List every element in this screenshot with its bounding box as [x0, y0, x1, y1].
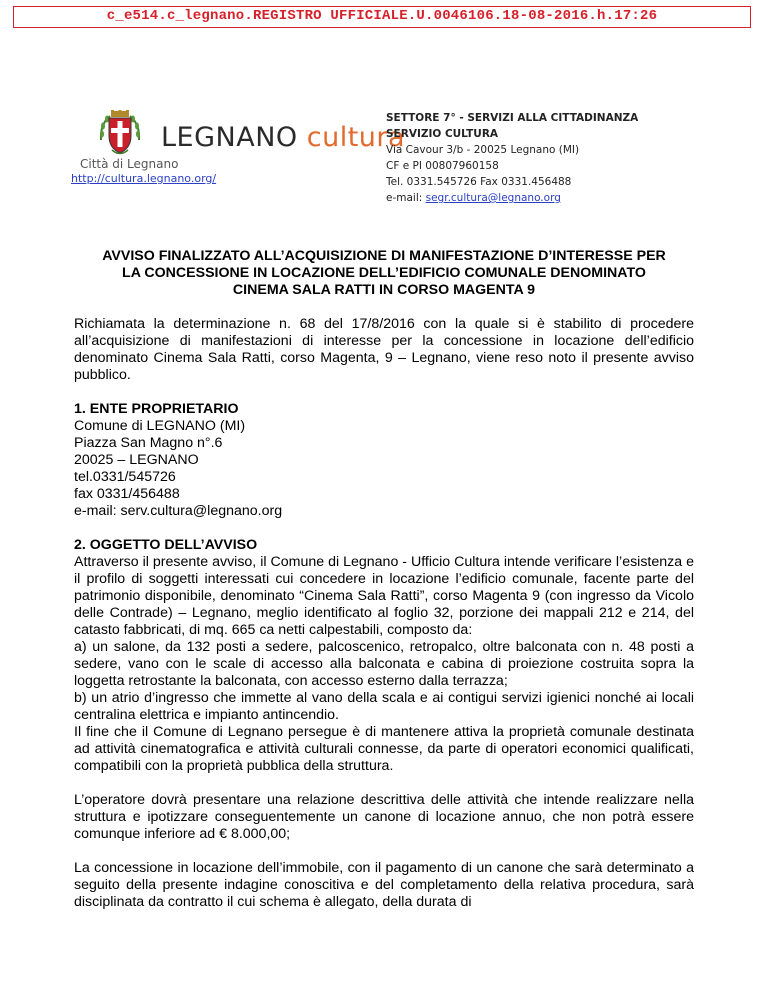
- office-email-link[interactable]: segr.cultura@legnano.org: [425, 192, 561, 204]
- title-line-1: AVVISO FINALIZZATO ALL’ACQUISIZIONE DI MANIFESTAZIONE D’INTERESSE PER: [102, 248, 666, 264]
- office-email-row: [386, 190, 638, 206]
- section-2-heading: 2. OGGETTO DELL’AVVISO: [74, 537, 258, 553]
- section-1-heading: 1. ENTE PROPRIETARIO: [74, 401, 239, 417]
- owner-name: Comune di LEGNANO (MI): [74, 418, 246, 434]
- office-service: SERVIZIO CULTURA: [386, 128, 499, 140]
- section-2-item-a: a) un salone, da 132 posti a sedere, palcoscenico, retropalco, oltre balconata con n. 48 posti a sedere, vano con le scale di accesso alla balconata e cabina di proiezione costruita sopra la loggetta retrostante la balconata, con accesso esterno dalla terrazza;: [74, 639, 694, 689]
- section-2-paragraph-concession: La concessione in locazione dell’immobile, con il pagamento di un canone che sarà determinato a seguito della presente indagine conoscitiva e del completamento della relativa procedura, sarà disciplinata da contratto il cui schema è allegato, della durata di: [74, 860, 694, 910]
- office-address-block: [386, 110, 638, 206]
- section-2-paragraph-operator: L’operatore dovrà presentare una relazione descrittiva delle attività che intende realizzare nella struttura e ipotizzare conseguentemente un canone di locazione annuo, che non potrà essere comunque inferiore ad € 8.000,00;: [74, 792, 694, 842]
- logo-word-cultura: cultura: [306, 122, 406, 153]
- owner-city: 20025 – LEGNANO: [74, 452, 199, 468]
- protocol-stamp: c_e514.c_legnano.REGISTRO UFFICIALE.U.0046106.18-08-2016.h.17:26: [13, 6, 751, 28]
- owner-phone: tel.0331/545726: [74, 469, 176, 485]
- owner-email: e-mail: serv.cultura@legnano.org: [74, 503, 283, 519]
- document-body: [74, 248, 694, 911]
- section-2-paragraph-1: Attraverso il presente avviso, il Comune di Legnano - Ufficio Cultura intende verificare l’esistenza e il profilo di soggetti interessati cui concedere in locazione l’edificio comunale, facente parte del patrimonio disponibile, denominato “Cinema Sala Ratti”, corso Magenta 9 (con ingresso da Vicolo delle Contrade) – Legnano, meglio identificato al foglio 32, porzione dei mappali 212 e 214, del catasto fabbricati, di mq. 665 ca netti calpestabili, composto da:: [74, 554, 694, 638]
- office-tax-code: CF e PI 00807960158: [386, 160, 499, 172]
- owner-fax: fax 0331/456488: [74, 486, 180, 502]
- intro-paragraph: Richiamata la determinazione n. 68 del 17/8/2016 con la quale si è stabilito di procedere all’acquisizione di manifestazioni di interesse per la concessione in locazione dell’edificio denominato Cinema Sala Ratti, corso Magenta, 9 – Legnano, viene reso noto il presente avviso pubblico.: [74, 316, 694, 383]
- city-label: Città di Legnano: [80, 157, 179, 171]
- section-2-paragraph-purpose: Il fine che il Comune di Legnano persegue è di mantenere attiva la proprietà comunale destinata ad attività cinematografica e attività culturali connesse, da parte di operatori economici qualificati, compatibili con la proprietà pubblica della struttura.: [74, 724, 694, 774]
- office-department: SETTORE 7° - SERVIZI ALLA CITTADINANZA: [386, 112, 639, 124]
- title-line-3: CINEMA SALA RATTI IN CORSO MAGENTA 9: [232, 282, 536, 298]
- logo-word-legnano: LEGNANO: [161, 122, 307, 153]
- city-crest-icon: [98, 110, 142, 158]
- owner-street: Piazza San Magno n°.6: [74, 435, 223, 451]
- document-title: [74, 248, 694, 299]
- office-address: Via Cavour 3/b - 20025 Legnano (MI): [386, 144, 580, 156]
- office-email-label: e-mail:: [386, 192, 426, 204]
- title-line-2: LA CONCESSIONE IN LOCAZIONE DELL’EDIFICIO COMUNALE DENOMINATO: [122, 265, 646, 281]
- section-2-item-b: b) un atrio d’ingresso che immette al vano della scala e ai contigui servizi igienici nonché ai locali centralina elettrica e impianto antincendio.: [74, 690, 694, 723]
- office-phone: Tel. 0331.545726 Fax 0331.456488: [386, 176, 572, 188]
- website-link[interactable]: http://cultura.legnano.org/: [71, 172, 217, 185]
